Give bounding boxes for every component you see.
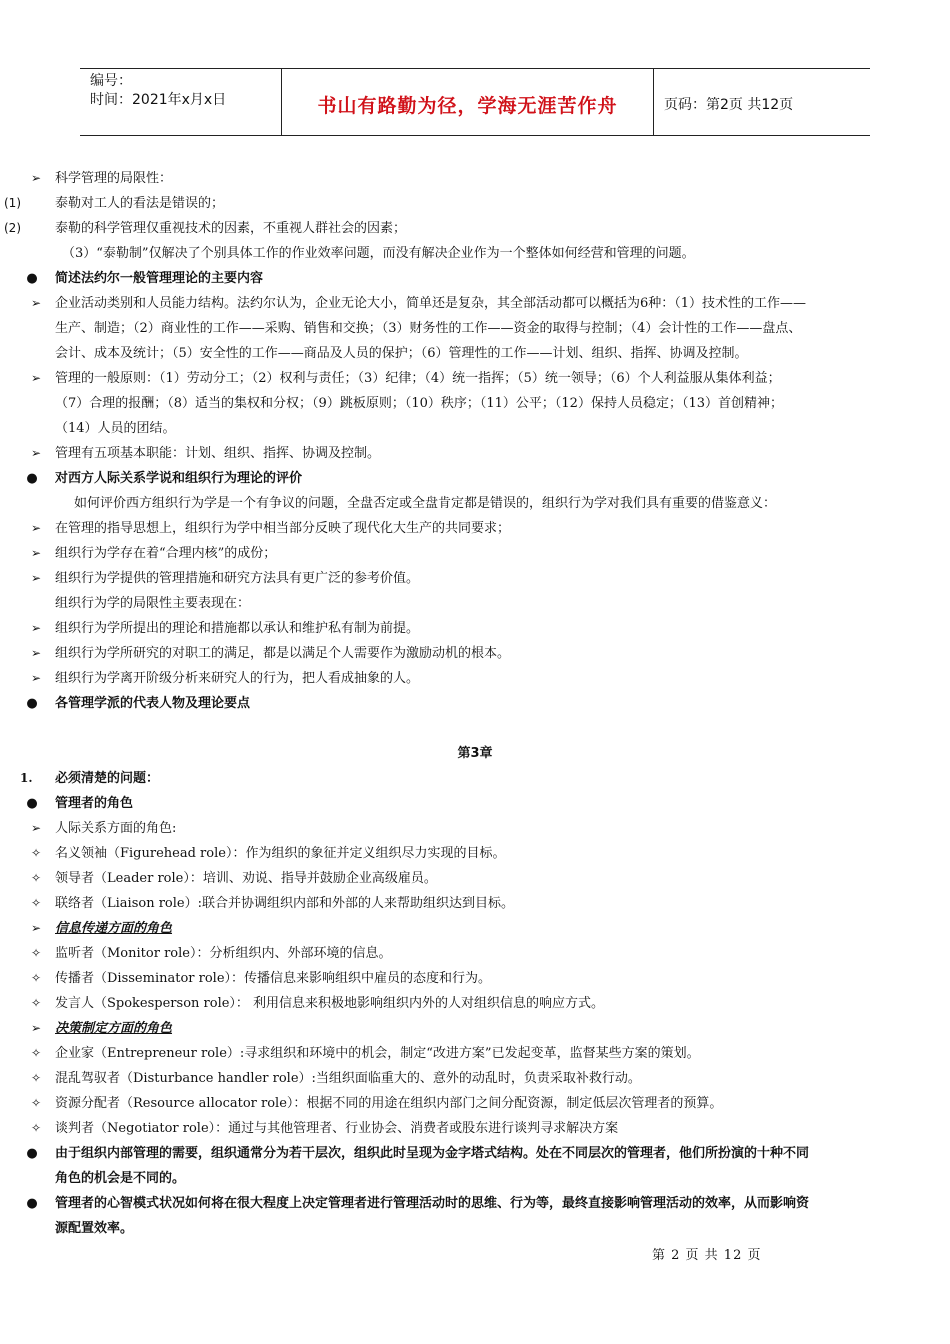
page-footer: 第 2 页 共 12 页 [652, 1248, 762, 1263]
header-number-label: 编号： [90, 73, 132, 89]
diamond-bullet-icon: ✧ [30, 996, 42, 1010]
list-item-text: 资源分配者（Resource allocator role）：根据不同的用途在组织内部门之间分配资源，制定低层次管理者的预算。 [55, 1096, 723, 1111]
section-heading-text: 各管理学派的代表人物及理论要点 [55, 696, 251, 711]
chapter-title: 第3章 [457, 746, 493, 761]
paragraph-text: 会计、成本及统计；（5）安全性的工作——商品及人员的保护；（6）管理性的工作——计划、组织、指挥、协调及控制。 [55, 346, 748, 361]
paragraph-line [0, 391, 950, 416]
diamond-bullet-icon: ✧ [30, 846, 42, 860]
list-item [0, 166, 950, 191]
list-item [0, 916, 950, 941]
arrow-bullet-icon: ➢ [30, 1021, 42, 1035]
list-item [0, 1066, 950, 1091]
section-heading-text: 简述法约尔一般管理理论的主要内容 [55, 271, 264, 286]
arrow-bullet-icon: ➢ [30, 371, 42, 385]
list-item-text: 组织行为学所研究的对职工的满足，都是以满足个人需要作为激励动机的根本。 [55, 646, 511, 661]
list-item-text: 组织行为学所提出的理论和措施都以承认和维护私有制为前提。 [55, 621, 420, 636]
list-item [0, 441, 950, 466]
section-heading-text: 管理者的角色 [55, 796, 134, 811]
list-item [0, 541, 950, 566]
list-item [0, 891, 950, 916]
subsection-heading: 信息传递方面的角色 [55, 921, 173, 936]
arrow-bullet-icon: ➢ [30, 621, 42, 635]
paragraph-line [0, 316, 950, 341]
paragraph-line [0, 591, 950, 616]
arrow-bullet-icon: ➢ [30, 521, 42, 535]
subsection-heading: 决策制定方面的角色 [55, 1021, 173, 1036]
bullet-dot-icon: ● [26, 1146, 38, 1161]
paragraph-text: （3）“泰勒制”仅解决了个别具体工作的作业效率问题，而没有解决企业作为一个整体如何经营和管理的问题。 [62, 246, 695, 261]
list-item-text: 领导者（Leader role）：培训、劝说、指导并鼓励企业高级雇员。 [55, 871, 437, 886]
bullet-dot-icon: ● [26, 796, 38, 811]
list-item-text: 在管理的指导思想上，组织行为学中相当部分反映了现代化大生产的共同要求； [55, 521, 511, 536]
list-number: (1) [4, 196, 21, 210]
paragraph-line [0, 341, 950, 366]
diamond-bullet-icon: ✧ [30, 871, 42, 885]
arrow-bullet-icon: ➢ [30, 446, 42, 460]
list-item-text: 混乱驾驭者（Disturbance handler role）:当组织面临重大的、意外的动乱时，负责采取补救行动。 [55, 1071, 641, 1086]
bullet-dot-icon: ● [26, 1196, 38, 1211]
list-item [0, 966, 950, 991]
section-heading [0, 266, 950, 291]
section-heading [0, 1141, 950, 1166]
list-item [0, 566, 950, 591]
diamond-bullet-icon: ✧ [30, 1071, 42, 1085]
list-item [0, 641, 950, 666]
arrow-bullet-icon: ➢ [30, 821, 42, 835]
diamond-bullet-icon: ✧ [30, 896, 42, 910]
list-item-text: 组织行为学提供的管理措施和研究方法具有更广泛的参考价值。 [55, 571, 420, 586]
section-heading-text: 管理者的心智模式状况如何将在很大程度上决定管理者进行管理活动时的思维、行为等，最终直接影响管理活动的效率，从而影响资 [55, 1196, 810, 1211]
list-item [0, 1041, 950, 1066]
section-heading [0, 466, 950, 491]
list-item [0, 516, 950, 541]
arrow-bullet-icon: ➢ [30, 921, 42, 935]
paragraph-text: 角色的机会是不同的。 [55, 1171, 186, 1186]
list-item [0, 291, 950, 316]
diamond-bullet-icon: ✧ [30, 946, 42, 960]
header-page-info: 页码：第2页 共12页 [664, 97, 794, 113]
paragraph-line [0, 1166, 950, 1191]
list-item-text: 组织行为学存在着“合理内核”的成份； [55, 546, 277, 561]
list-item-text: 管理有五项基本职能：计划、组织、指挥、协调及控制。 [55, 446, 381, 461]
arrow-bullet-icon: ➢ [30, 171, 42, 185]
list-item [0, 1016, 950, 1041]
diamond-bullet-icon: ✧ [30, 1121, 42, 1135]
paragraph-line [0, 416, 950, 441]
paragraph-text: 生产、制造；（2）商业性的工作——采购、销售和交换；（3）财务性的工作——资金的取得与控制；（4）会计性的工作——盘点、 [55, 321, 802, 336]
list-item [0, 841, 950, 866]
header-motto-cell [282, 69, 654, 135]
list-item-text: 泰勒对工人的看法是错误的； [55, 196, 225, 211]
paragraph-line [0, 491, 950, 516]
list-number: (2) [4, 221, 21, 235]
list-item-text: 组织行为学离开阶级分析来研究人的行为，把人看成抽象的人。 [55, 671, 420, 686]
paragraph-text: 源配置效率。 [55, 1221, 134, 1236]
list-item-text: 管理的一般原则：（1）劳动分工；（2）权利与责任；（3）纪律；（4）统一指挥；（5）统一领导；（6）个人利益服从集体利益； [55, 371, 781, 386]
list-item-text: 企业家（Entrepreneur role）:寻求组织和环境中的机会，制定“改进方案”已发起变革，监督某些方案的策划。 [55, 1046, 700, 1061]
list-item-text: 监听者（Monitor role）：分析组织内、外部环境的信息。 [55, 946, 392, 961]
list-item [0, 191, 950, 216]
list-item-text: 人际关系方面的角色: [55, 821, 177, 836]
list-item [0, 866, 950, 891]
paragraph-text: （14）人员的团结。 [55, 421, 176, 436]
diamond-bullet-icon: ✧ [30, 1046, 42, 1060]
bullet-dot-icon: ● [26, 696, 38, 711]
section-heading [0, 766, 950, 791]
diamond-bullet-icon: ✧ [30, 1096, 42, 1110]
list-item-text: 科学管理的局限性： [55, 171, 173, 186]
list-item [0, 816, 950, 841]
list-number: 1. [20, 771, 33, 785]
list-item-text: 发言人（Spokesperson role）： 利用信息来积极地影响组织内外的人对组织信息的响应方式。 [55, 996, 605, 1011]
diamond-bullet-icon: ✧ [30, 971, 42, 985]
list-item-text: 泰勒的科学管理仅重视技术的因素，不重视人群社会的因素； [55, 221, 407, 236]
arrow-bullet-icon: ➢ [30, 296, 42, 310]
list-item-text: 谈判者（Negotiator role）：通过与其他管理者、行业协会、消费者或股东进行谈判寻求解决方案 [55, 1121, 619, 1136]
section-heading-text: 必须清楚的问题： [55, 771, 160, 786]
section-heading-text: 由于组织内部管理的需要，组织通常分为若干层次，组织此时呈现为金字塔式结构。处在不同层次的管理者，他们所扮演的十种不同 [55, 1146, 810, 1161]
paragraph-text: （7）合理的报酬；（8）适当的集权和分权；（9）跳板原则；（10）秩序；（11）公平；（12）保持人员稳定；（13）首创精神； [55, 396, 783, 411]
arrow-bullet-icon: ➢ [30, 571, 42, 585]
document-body [0, 166, 950, 1241]
header-motto: 书山有路勤为径，学海无涯苦作舟 [317, 95, 618, 117]
list-item [0, 216, 950, 241]
list-item [0, 941, 950, 966]
section-heading-text: 对西方人际关系学说和组织行为理论的评价 [55, 471, 303, 486]
list-item-text: 联络者（Liaison role）:联合并协调组织内部和外部的人来帮助组织达到目标。 [55, 896, 514, 911]
list-item [0, 616, 950, 641]
header-meta [80, 69, 282, 135]
list-item [0, 1116, 950, 1141]
paragraph-text: 组织行为学的局限性主要表现在： [55, 596, 251, 611]
header-time-label: 时间：2021年x月x日 [90, 92, 227, 108]
page-header [80, 68, 870, 136]
bullet-dot-icon: ● [26, 471, 38, 486]
paragraph-line [0, 241, 950, 266]
list-item-text: 企业活动类别和人员能力结构。法约尔认为，企业无论大小，简单还是复杂，其全部活动都可以概括为6种：（1）技术性的工作—— [55, 296, 807, 311]
list-item [0, 991, 950, 1016]
paragraph-line [0, 1216, 950, 1241]
list-item [0, 366, 950, 391]
section-heading [0, 691, 950, 716]
list-item-text: 传播者（Disseminator role）：传播信息来影响组织中雇员的态度和行为。 [55, 971, 492, 986]
section-heading [0, 1191, 950, 1216]
list-item [0, 666, 950, 691]
arrow-bullet-icon: ➢ [30, 646, 42, 660]
list-item-text: 名义领袖（Figurehead role）：作为组织的象征并定义组织尽力实现的目标。 [55, 846, 506, 861]
paragraph-text: 如何评价西方组织行为学是一个有争议的问题，全盘否定或全盘肯定都是错误的，组织行为学对我们具有重要的借鉴意义： [74, 496, 777, 511]
arrow-bullet-icon: ➢ [30, 671, 42, 685]
list-item [0, 1091, 950, 1116]
bullet-dot-icon: ● [26, 271, 38, 286]
spacer [0, 716, 950, 741]
arrow-bullet-icon: ➢ [30, 546, 42, 560]
section-heading [0, 791, 950, 816]
